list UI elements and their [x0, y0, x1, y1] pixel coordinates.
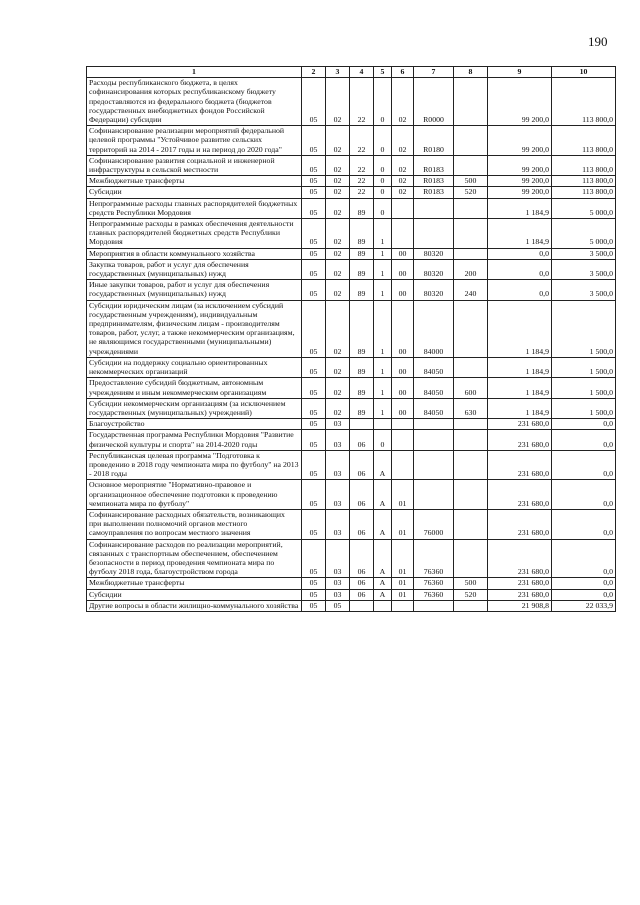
table-row	[87, 126, 616, 156]
row-code-5-cell: 0	[374, 176, 392, 187]
row-amount-9-cell: 1 184,9	[488, 398, 552, 418]
table-row	[87, 480, 616, 510]
row-name-cell: Софинансирование расходов по реализации мероприятий, связанных с транспортным обеспечением, обеспечением безопасности в период проведения чемпионата мира по футболу 2018 года, благоустройством города	[87, 539, 302, 578]
row-name-cell: Межбюджетные трансферты	[87, 176, 302, 187]
row-code-5-cell: 0	[374, 155, 392, 175]
row-code-2-cell: 05	[302, 539, 326, 578]
row-code-5-cell: А	[374, 450, 392, 480]
row-amount-9-cell: 231 680,0	[488, 539, 552, 578]
row-code-5-cell	[374, 419, 392, 430]
row-name-cell: Основное мероприятие "Нормативно-правовое и организационное обеспечение подготовки к проведению чемпионата мира по футболу"	[87, 480, 302, 510]
row-code-6-cell: 01	[392, 539, 414, 578]
row-code-8-cell: 240	[454, 280, 488, 300]
row-amount-10-cell: 0,0	[552, 480, 616, 510]
row-amount-9-cell: 1 184,9	[488, 300, 552, 357]
row-amount-10-cell: 0,0	[552, 578, 616, 589]
row-code-6-cell	[392, 430, 414, 450]
row-code-5-cell: 1	[374, 378, 392, 398]
row-code-8-cell	[454, 600, 488, 611]
row-code-6-cell	[392, 219, 414, 249]
row-code-5-cell: А	[374, 589, 392, 600]
row-code-4-cell: 22	[350, 126, 374, 156]
row-code-8-cell	[454, 509, 488, 539]
table-row	[87, 219, 616, 249]
row-amount-9-cell: 99 200,0	[488, 78, 552, 126]
row-amount-9-cell: 231 680,0	[488, 450, 552, 480]
row-name-cell: Субсидии некоммерческим организациям (за исключением государственных (муниципальных) учреждений)	[87, 398, 302, 418]
row-code-8-cell	[454, 430, 488, 450]
row-code-8-cell: 520	[454, 589, 488, 600]
row-code-5-cell: 1	[374, 300, 392, 357]
row-code-4-cell: 22	[350, 78, 374, 126]
row-code-4-cell: 22	[350, 187, 374, 198]
row-name-cell: Непрограммные расходы главных распорядителей бюджетных средств Республики Мордовия	[87, 198, 302, 218]
row-code-8-cell	[454, 300, 488, 357]
table-row	[87, 176, 616, 187]
row-amount-9-cell: 1 184,9	[488, 198, 552, 218]
table-row	[87, 450, 616, 480]
header-cell: 10	[552, 67, 616, 78]
row-amount-10-cell: 1 500,0	[552, 378, 616, 398]
row-code-2-cell: 05	[302, 357, 326, 377]
row-code-4-cell: 89	[350, 219, 374, 249]
row-code-3-cell: 02	[326, 198, 350, 218]
row-code-7-cell	[414, 430, 454, 450]
row-code-4-cell	[350, 600, 374, 611]
row-code-8-cell: 200	[454, 259, 488, 279]
row-amount-10-cell: 1 500,0	[552, 398, 616, 418]
row-amount-9-cell: 0,0	[488, 248, 552, 259]
row-code-7-cell	[414, 419, 454, 430]
row-code-4-cell: 06	[350, 578, 374, 589]
row-code-2-cell: 05	[302, 450, 326, 480]
row-code-2-cell: 05	[302, 430, 326, 450]
row-code-4-cell: 06	[350, 480, 374, 510]
row-code-4-cell: 89	[350, 378, 374, 398]
budget-table	[86, 66, 616, 612]
row-code-6-cell: 00	[392, 398, 414, 418]
table-row	[87, 248, 616, 259]
row-amount-9-cell: 99 200,0	[488, 176, 552, 187]
row-code-2-cell: 05	[302, 589, 326, 600]
row-code-4-cell: 89	[350, 259, 374, 279]
row-amount-9-cell: 99 200,0	[488, 126, 552, 156]
row-code-3-cell: 02	[326, 176, 350, 187]
row-code-5-cell: А	[374, 509, 392, 539]
row-code-6-cell	[392, 198, 414, 218]
row-name-cell: Другие вопросы в области жилищно-коммунального хозяйства	[87, 600, 302, 611]
row-code-3-cell: 05	[326, 600, 350, 611]
row-code-5-cell: 1	[374, 398, 392, 418]
table-row	[87, 398, 616, 418]
row-amount-10-cell: 113 800,0	[552, 187, 616, 198]
row-amount-9-cell: 1 184,9	[488, 378, 552, 398]
row-code-8-cell	[454, 480, 488, 510]
row-code-4-cell: 89	[350, 357, 374, 377]
row-code-2-cell: 05	[302, 187, 326, 198]
row-code-8-cell: 500	[454, 176, 488, 187]
row-code-6-cell: 01	[392, 578, 414, 589]
row-code-3-cell: 03	[326, 450, 350, 480]
row-code-7-cell: 84000	[414, 300, 454, 357]
row-code-3-cell: 03	[326, 430, 350, 450]
row-code-6-cell: 02	[392, 176, 414, 187]
row-code-7-cell	[414, 450, 454, 480]
row-code-4-cell: 06	[350, 589, 374, 600]
row-code-2-cell: 05	[302, 578, 326, 589]
row-code-5-cell: А	[374, 539, 392, 578]
row-code-5-cell: 1	[374, 280, 392, 300]
row-amount-10-cell: 113 800,0	[552, 78, 616, 126]
row-name-cell: Мероприятия в области коммунального хозяйства	[87, 248, 302, 259]
row-amount-9-cell: 1 184,9	[488, 219, 552, 249]
row-code-3-cell: 02	[326, 248, 350, 259]
row-name-cell: Субсидии	[87, 187, 302, 198]
row-code-5-cell	[374, 600, 392, 611]
row-code-7-cell	[414, 198, 454, 218]
row-code-7-cell	[414, 219, 454, 249]
row-code-8-cell: 630	[454, 398, 488, 418]
table-row	[87, 280, 616, 300]
row-code-3-cell: 02	[326, 219, 350, 249]
row-code-7-cell: 76360	[414, 539, 454, 578]
row-amount-10-cell: 0,0	[552, 450, 616, 480]
row-code-3-cell: 02	[326, 300, 350, 357]
row-name-cell: Межбюджетные трансферты	[87, 578, 302, 589]
row-code-3-cell: 02	[326, 259, 350, 279]
row-code-7-cell	[414, 480, 454, 510]
table-row	[87, 78, 616, 126]
row-code-3-cell: 02	[326, 280, 350, 300]
row-name-cell: Иные закупки товаров, работ и услуг для обеспечения государственных (муниципальных) нужд	[87, 280, 302, 300]
row-code-4-cell: 06	[350, 509, 374, 539]
row-amount-10-cell: 0,0	[552, 509, 616, 539]
row-name-cell: Расходы республиканского бюджета, в целях софинансирования которых республиканскому бюджету предоставляются из федерального бюджета (бюджетов государственных внебюджетных фондов Российской Федерации) субсидии	[87, 78, 302, 126]
row-code-6-cell: 00	[392, 378, 414, 398]
row-code-4-cell: 89	[350, 198, 374, 218]
row-code-3-cell: 02	[326, 78, 350, 126]
row-code-4-cell: 89	[350, 248, 374, 259]
table-row	[87, 198, 616, 218]
row-amount-9-cell: 0,0	[488, 259, 552, 279]
table-row	[87, 509, 616, 539]
row-code-3-cell: 02	[326, 126, 350, 156]
row-name-cell: Благоустройство	[87, 419, 302, 430]
row-code-7-cell: 80320	[414, 248, 454, 259]
row-code-6-cell	[392, 419, 414, 430]
row-code-8-cell	[454, 539, 488, 578]
row-name-cell: Закупка товаров, работ и услуг для обеспечения государственных (муниципальных) нужд	[87, 259, 302, 279]
row-amount-10-cell: 1 500,0	[552, 300, 616, 357]
row-code-2-cell: 05	[302, 248, 326, 259]
row-code-6-cell: 02	[392, 187, 414, 198]
table-row	[87, 430, 616, 450]
row-code-3-cell: 02	[326, 155, 350, 175]
header-cell: 4	[350, 67, 374, 78]
row-code-7-cell: R0180	[414, 126, 454, 156]
table-row	[87, 357, 616, 377]
row-name-cell: Субсидии на поддержку социально ориентированных некоммерческих организаций	[87, 357, 302, 377]
row-code-2-cell: 05	[302, 280, 326, 300]
table-body	[87, 78, 616, 612]
row-code-6-cell: 02	[392, 155, 414, 175]
row-amount-10-cell: 113 800,0	[552, 126, 616, 156]
table-row	[87, 578, 616, 589]
table-row	[87, 589, 616, 600]
row-code-8-cell	[454, 450, 488, 480]
row-code-6-cell: 01	[392, 480, 414, 510]
row-code-2-cell: 05	[302, 78, 326, 126]
row-amount-10-cell: 0,0	[552, 430, 616, 450]
row-code-5-cell: 1	[374, 357, 392, 377]
row-code-2-cell: 05	[302, 126, 326, 156]
row-code-7-cell: 80320	[414, 280, 454, 300]
table-row	[87, 419, 616, 430]
row-code-6-cell	[392, 600, 414, 611]
row-amount-9-cell: 231 680,0	[488, 419, 552, 430]
row-code-3-cell: 03	[326, 509, 350, 539]
row-code-8-cell: 600	[454, 378, 488, 398]
row-code-3-cell: 02	[326, 378, 350, 398]
row-code-7-cell: 76000	[414, 509, 454, 539]
row-code-2-cell: 05	[302, 378, 326, 398]
row-code-3-cell: 03	[326, 539, 350, 578]
row-code-6-cell: 02	[392, 126, 414, 156]
row-code-2-cell: 05	[302, 259, 326, 279]
header-cell: 6	[392, 67, 414, 78]
row-amount-10-cell: 3 500,0	[552, 280, 616, 300]
row-code-2-cell: 05	[302, 509, 326, 539]
row-code-4-cell: 89	[350, 280, 374, 300]
row-code-5-cell: 1	[374, 219, 392, 249]
row-amount-9-cell: 99 200,0	[488, 187, 552, 198]
row-amount-10-cell: 5 000,0	[552, 198, 616, 218]
row-code-7-cell: 80320	[414, 259, 454, 279]
row-code-4-cell: 89	[350, 398, 374, 418]
row-code-8-cell	[454, 78, 488, 126]
row-code-7-cell: R0183	[414, 155, 454, 175]
row-code-3-cell: 02	[326, 357, 350, 377]
row-amount-9-cell: 99 200,0	[488, 155, 552, 175]
row-code-2-cell: 05	[302, 480, 326, 510]
row-code-2-cell: 05	[302, 419, 326, 430]
row-code-8-cell	[454, 357, 488, 377]
row-code-7-cell: 76360	[414, 589, 454, 600]
table-row	[87, 259, 616, 279]
row-code-3-cell: 03	[326, 578, 350, 589]
row-name-cell: Софинансирование расходных обязательств, возникающих при выполнении полномочий органов местного самоуправления по вопросам местного значения	[87, 509, 302, 539]
row-code-6-cell	[392, 450, 414, 480]
row-amount-10-cell: 0,0	[552, 539, 616, 578]
row-code-4-cell: 06	[350, 450, 374, 480]
row-code-3-cell: 02	[326, 398, 350, 418]
row-amount-9-cell: 231 680,0	[488, 589, 552, 600]
row-code-7-cell: 76360	[414, 578, 454, 589]
row-code-2-cell: 05	[302, 300, 326, 357]
table-row	[87, 600, 616, 611]
row-code-8-cell: 500	[454, 578, 488, 589]
row-code-6-cell: 01	[392, 589, 414, 600]
row-code-7-cell: 84050	[414, 378, 454, 398]
row-amount-10-cell: 5 000,0	[552, 219, 616, 249]
row-name-cell: Софинансирование реализации мероприятий федеральной целевой программы "Устойчивое развитие сельских территорий на 2014 - 2017 годы и на период до 2020 года"	[87, 126, 302, 156]
row-amount-9-cell: 231 680,0	[488, 430, 552, 450]
row-code-3-cell: 03	[326, 480, 350, 510]
row-code-8-cell	[454, 155, 488, 175]
row-code-2-cell: 05	[302, 176, 326, 187]
row-name-cell: Республиканская целевая программа "Подготовка к проведению в 2018 году чемпионата мира по футболу" на 2013 - 2018 годы	[87, 450, 302, 480]
row-code-5-cell: 0	[374, 78, 392, 126]
row-code-8-cell	[454, 198, 488, 218]
row-amount-9-cell: 21 908,8	[488, 600, 552, 611]
row-code-5-cell: 0	[374, 198, 392, 218]
row-code-5-cell: 1	[374, 248, 392, 259]
header-cell: 9	[488, 67, 552, 78]
row-code-7-cell: 84050	[414, 398, 454, 418]
row-code-2-cell: 05	[302, 155, 326, 175]
row-name-cell: Предоставление субсидий бюджетным, автономным учреждениям и иным некоммерческим организациям	[87, 378, 302, 398]
row-code-6-cell: 00	[392, 248, 414, 259]
row-amount-10-cell: 1 500,0	[552, 357, 616, 377]
row-code-5-cell: 1	[374, 259, 392, 279]
header-cell: 8	[454, 67, 488, 78]
table-row	[87, 539, 616, 578]
row-code-7-cell: R0000	[414, 78, 454, 126]
row-name-cell: Субсидии	[87, 589, 302, 600]
header-cell: 2	[302, 67, 326, 78]
row-code-4-cell: 22	[350, 176, 374, 187]
row-code-6-cell: 00	[392, 280, 414, 300]
row-amount-9-cell: 231 680,0	[488, 578, 552, 589]
row-code-2-cell: 05	[302, 198, 326, 218]
row-code-7-cell: 84050	[414, 357, 454, 377]
row-name-cell: Субсидии юридическим лицам (за исключением субсидий государственным учреждениям), индивидуальным предпринимателям, физическим лицам - производителям товаров, работ, услуг, а также некоммерческим организациям, не являющимся государственными (муниципальными) учреждениями	[87, 300, 302, 357]
header-cell: 1	[87, 67, 302, 78]
row-amount-9-cell: 231 680,0	[488, 509, 552, 539]
row-code-4-cell	[350, 419, 374, 430]
row-code-2-cell: 05	[302, 219, 326, 249]
table-row	[87, 187, 616, 198]
row-name-cell: Непрограммные расходы в рамках обеспечения деятельности главных распорядителей бюджетных средств Республики Мордовия	[87, 219, 302, 249]
row-name-cell: Государственная программа Республики Мордовия "Развитие физической культуры и спорта" на 2014-2020 годы	[87, 430, 302, 450]
table-row	[87, 155, 616, 175]
row-code-6-cell: 00	[392, 259, 414, 279]
row-code-5-cell: 0	[374, 126, 392, 156]
row-amount-10-cell: 113 800,0	[552, 176, 616, 187]
header-cell: 3	[326, 67, 350, 78]
row-code-5-cell: А	[374, 480, 392, 510]
page-number: 190	[588, 34, 608, 49]
row-code-5-cell: А	[374, 578, 392, 589]
row-code-2-cell: 05	[302, 600, 326, 611]
row-code-7-cell: R0183	[414, 176, 454, 187]
row-code-4-cell: 06	[350, 539, 374, 578]
row-code-6-cell: 00	[392, 300, 414, 357]
row-amount-10-cell: 22 033,9	[552, 600, 616, 611]
header-cell: 7	[414, 67, 454, 78]
row-code-8-cell	[454, 419, 488, 430]
row-amount-9-cell: 231 680,0	[488, 480, 552, 510]
row-amount-10-cell: 3 500,0	[552, 248, 616, 259]
row-code-8-cell	[454, 126, 488, 156]
table-header-row	[87, 67, 616, 78]
row-code-7-cell: R0183	[414, 187, 454, 198]
row-code-6-cell: 00	[392, 357, 414, 377]
row-code-6-cell: 01	[392, 509, 414, 539]
table-row	[87, 300, 616, 357]
row-code-8-cell: 520	[454, 187, 488, 198]
row-code-2-cell: 05	[302, 398, 326, 418]
row-amount-10-cell: 0,0	[552, 419, 616, 430]
row-name-cell: Софинансирование развития социальной и инженерной инфраструктуры в сельской местности	[87, 155, 302, 175]
row-code-3-cell: 03	[326, 589, 350, 600]
row-code-7-cell	[414, 600, 454, 611]
row-amount-9-cell: 1 184,9	[488, 357, 552, 377]
row-code-5-cell: 0	[374, 430, 392, 450]
row-code-4-cell: 89	[350, 300, 374, 357]
row-code-4-cell: 06	[350, 430, 374, 450]
row-code-8-cell	[454, 248, 488, 259]
row-code-4-cell: 22	[350, 155, 374, 175]
row-amount-10-cell: 113 800,0	[552, 155, 616, 175]
row-code-3-cell: 02	[326, 187, 350, 198]
row-code-8-cell	[454, 219, 488, 249]
row-code-6-cell: 02	[392, 78, 414, 126]
table-row	[87, 378, 616, 398]
header-cell: 5	[374, 67, 392, 78]
row-code-3-cell: 03	[326, 419, 350, 430]
row-amount-10-cell: 0,0	[552, 589, 616, 600]
row-amount-10-cell: 3 500,0	[552, 259, 616, 279]
row-code-5-cell: 0	[374, 187, 392, 198]
row-amount-9-cell: 0,0	[488, 280, 552, 300]
